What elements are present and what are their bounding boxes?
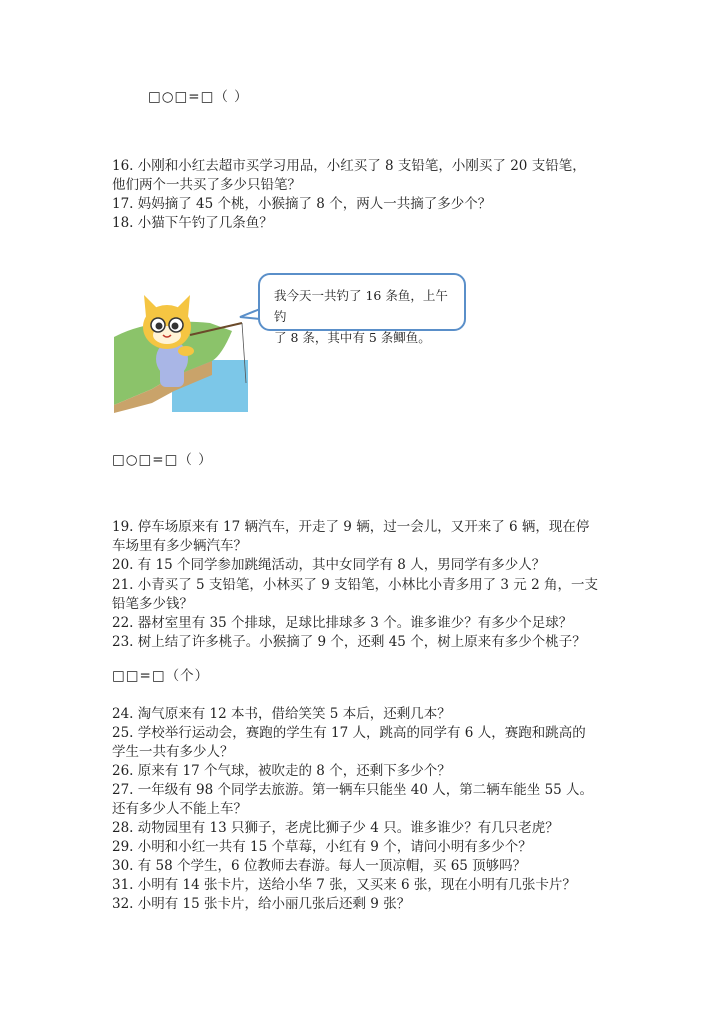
question-29: 29. 小明和小红一共有 15 个草莓，小红有 9 个，请问小明有多少个？	[112, 839, 532, 855]
question-27-line1: 27. 一年级有 98 个同学去旅游。第一辆车只能坐 40 人，第二辆车能坐 55 人。	[112, 782, 594, 798]
question-16-line1: 16. 小刚和小红去超市买学习用品，小红买了 8 支铅笔，小刚买了 20 支铅笔，	[112, 158, 586, 174]
question-31: 31. 小明有 14 张卡片，送给小华 7 张，又买来 6 张，现在小明有几张卡片？	[112, 877, 576, 893]
question-32: 32. 小明有 15 张卡片，给小丽几张后还剩 9 张？	[112, 896, 411, 912]
question-28: 28. 动物园里有 13 只狮子，老虎比狮子少 4 只。谁多谁少？有几只老虎？	[112, 820, 559, 836]
question-25-line2: 学生一共有多少人？	[112, 744, 234, 760]
question-21-line2: 铅笔多少钱？	[112, 596, 193, 612]
question-18: 18. 小猫下午钓了几条鱼？	[112, 215, 273, 231]
question-27-line2: 还有多少人不能上车？	[112, 801, 247, 817]
speech-bubble-line2: 了 8 条，其中有 5 条鲫鱼。	[274, 330, 431, 345]
question-19-line1: 19. 停车场原来有 17 辆汽车，开走了 9 辆，过一会儿，又开来了 6 辆，现在停	[112, 519, 590, 535]
formula-bottom: □□=□（个）	[112, 668, 210, 684]
question-16-line2: 他们两个一共买了多少只铅笔？	[112, 177, 301, 193]
question-25-line1: 25. 学校举行运动会，赛跑的学生有 17 人，跳高的同学有 6 人，赛跑和跳高的	[112, 725, 586, 741]
question-20: 20. 有 15 个同学参加跳绳活动，其中女同学有 8 人，男同学有多少人？	[112, 557, 546, 573]
question-23: 23. 树上结了许多桃子。小猴摘了 9 个，还剩 45 个，树上原来有多少个桃子？	[112, 634, 586, 650]
question-17: 17. 妈妈摘了 45 个桃，小猴摘了 8 个，两人一共摘了多少个？	[112, 196, 492, 212]
question-24: 24. 淘气原来有 12 本书，借给笑笑 5 本后，还剩几本？	[112, 706, 451, 722]
question-30: 30. 有 58 个学生，6 位教师去春游。每人一顶凉帽，买 65 顶够吗？	[112, 858, 527, 874]
speech-bubble	[258, 273, 466, 345]
question-22: 22. 器材室里有 35 个排球，足球比排球多 3 个。谁多谁少？有多少个足球？	[112, 615, 573, 631]
question-26: 26. 原来有 17 个气球，被吹走的 8 个，还剩下多少个？	[112, 763, 451, 779]
question-19-line2: 车场里有多少辆汽车？	[112, 538, 247, 554]
cat-fishing-illustration	[112, 265, 472, 415]
formula-middle: □○□=□（ ）	[112, 452, 213, 468]
speech-bubble-line1: 我今天一共钓了 16 条鱼，上午钓	[274, 288, 448, 324]
formula-top: □○□=□（ ）	[148, 89, 249, 105]
question-21-line1: 21. 小青买了 5 支铅笔，小林买了 9 支铅笔，小林比小青多用了 3 元 2 角，一支	[112, 577, 598, 593]
